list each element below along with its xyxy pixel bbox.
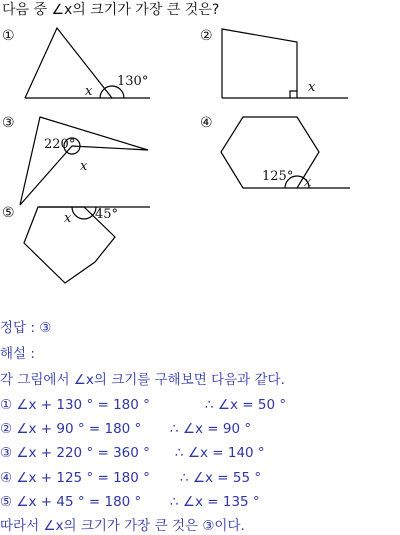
explanation-label: 해설 : (0, 346, 35, 362)
explanation-intro: 각 그림에서 ∠x의 크기를 구해보면 다음과 같다. (0, 372, 285, 388)
conclusion: 따라서 ∠x의 크기가 가장 큰 것은 ③이다. (0, 518, 245, 534)
solution-line-4 (0, 470, 400, 486)
choice-number-5: ⑤ (2, 205, 15, 221)
result-2: ∴ ∠x = 90 ° (170, 421, 252, 437)
solution-line-5 (0, 494, 400, 510)
result-3: ∴ ∠x = 140 ° (175, 445, 265, 461)
equation-4: ④ ∠x + 125 ° = 180 ° (0, 470, 150, 486)
choice-number-1: ① (2, 28, 15, 44)
question-text: 다음 중 ∠x의 크기가 가장 큰 것은? (2, 2, 220, 18)
angle-value-label-1: 130° (117, 74, 149, 89)
equation-5: ⑤ ∠x + 45 ° = 180 ° (0, 494, 142, 510)
choice-number-3: ③ (2, 115, 15, 131)
solution-line-3 (0, 445, 400, 461)
result-4: ∴ ∠x = 55 ° (180, 470, 262, 486)
angle-x-label-5: x (64, 211, 72, 226)
result-1: ∴ ∠x = 50 ° (205, 397, 287, 413)
angle-x-label-3: x (80, 159, 88, 174)
angle-value-label-3: 220° (44, 137, 76, 152)
solution-line-2 (0, 421, 400, 437)
equation-2: ② ∠x + 90 ° = 180 ° (0, 421, 142, 437)
equation-3: ③ ∠x + 220 ° = 360 ° (0, 445, 150, 461)
choice-number-4: ④ (200, 115, 213, 131)
angle-value-label-5: 45° (95, 207, 119, 222)
angle-x-label-2: x (308, 80, 316, 95)
equation-1: ① ∠x + 130 ° = 180 ° (0, 397, 150, 413)
angle-arc-5 (72, 207, 96, 219)
answer-label: 정답 : ③ (0, 320, 52, 336)
solution-line-1 (0, 397, 400, 413)
choice-number-2: ② (200, 28, 213, 44)
angle-x-label-1: x (85, 84, 93, 99)
angle-x-label-4: x (304, 175, 312, 190)
result-5: ∴ ∠x = 135 ° (170, 494, 260, 510)
angle-value-label-4: 125° (262, 169, 294, 184)
